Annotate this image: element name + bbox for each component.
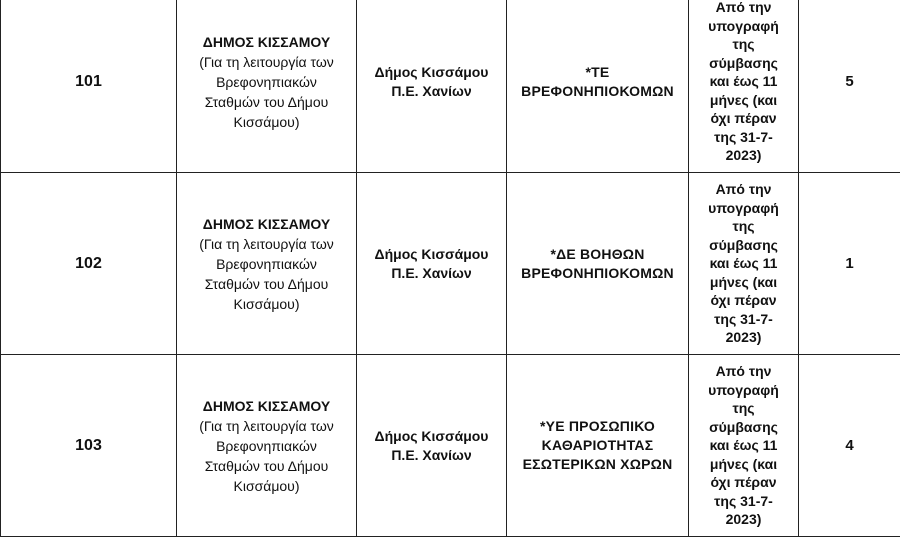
table-row <box>1 355 900 537</box>
place-cell <box>357 355 507 537</box>
specialty-line: *ΔΕ ΒΟΗΘΩΝ <box>507 245 688 264</box>
duration-line: της 31-7- <box>689 128 798 147</box>
body-name: ΔΗΜΟΣ ΚΙΣΣΑΜΟΥ <box>177 396 356 416</box>
duration-line: και έως 11 <box>689 254 798 273</box>
code-cell <box>1 355 177 537</box>
specialty-line: *ΤΕ <box>507 63 688 82</box>
duration-line: μήνες (και <box>689 91 798 110</box>
duration-cell <box>689 355 799 537</box>
duration-line: υπογραφή <box>689 381 798 400</box>
body-name: ΔΗΜΟΣ ΚΙΣΣΑΜΟΥ <box>177 214 356 234</box>
duration-line: σύμβασης <box>689 54 798 73</box>
body-note-line: Σταθμών του Δήμου <box>177 274 356 294</box>
body-note-line: Βρεφονηπιακών <box>177 72 356 92</box>
table-row <box>1 173 900 355</box>
body-note-line: (Για τη λειτουργία των <box>177 234 356 254</box>
duration-line: της 31-7- <box>689 492 798 511</box>
duration-line: υπογραφή <box>689 17 798 36</box>
position-code: 102 <box>75 255 102 272</box>
body-note-line: Βρεφονηπιακών <box>177 254 356 274</box>
duration-line: Από την <box>689 362 798 381</box>
body-note-line: Σταθμών του Δήμου <box>177 92 356 112</box>
body-note-line: (Για τη λειτουργία των <box>177 52 356 72</box>
position-code: 101 <box>75 73 102 90</box>
duration-line: μήνες (και <box>689 455 798 474</box>
specialty-cell <box>507 0 689 173</box>
duration-line: 2023) <box>689 146 798 165</box>
duration-line: όχι πέραν <box>689 109 798 128</box>
place-line: Δήμος Κισσάμου <box>357 245 506 264</box>
place-cell <box>357 173 507 355</box>
specialty-line: ΕΣΩΤΕΡΙΚΩΝ ΧΩΡΩΝ <box>507 455 688 474</box>
duration-line: της <box>689 35 798 54</box>
specialty-cell <box>507 173 689 355</box>
place-line: Π.Ε. Χανίων <box>357 82 506 101</box>
position-count: 1 <box>845 255 853 272</box>
specialty-cell <box>507 355 689 537</box>
duration-line: όχι πέραν <box>689 473 798 492</box>
duration-line: 2023) <box>689 510 798 529</box>
specialty-line: ΒΡΕΦΟΝΗΠΙΟΚΟΜΩΝ <box>507 264 688 283</box>
body-note-line: Βρεφονηπιακών <box>177 436 356 456</box>
place-cell <box>357 0 507 173</box>
duration-line: της <box>689 399 798 418</box>
code-cell <box>1 173 177 355</box>
specialty-line: ΚΑΘΑΡΙΟΤΗΤΑΣ <box>507 436 688 455</box>
duration-line: Από την <box>689 0 798 17</box>
count-cell <box>799 0 900 173</box>
position-code: 103 <box>75 437 102 454</box>
count-cell <box>799 173 900 355</box>
place-line: Π.Ε. Χανίων <box>357 264 506 283</box>
duration-line: 2023) <box>689 328 798 347</box>
duration-line: υπογραφή <box>689 199 798 218</box>
body-note-line: Κισσάμου) <box>177 112 356 132</box>
place-line: Δήμος Κισσάμου <box>357 427 506 446</box>
duration-cell <box>689 0 799 173</box>
specialty-line: *ΥΕ ΠΡΟΣΩΠΙΚΟ <box>507 417 688 436</box>
duration-line: Από την <box>689 180 798 199</box>
duration-line: μήνες (και <box>689 273 798 292</box>
body-note-line: Κισσάμου) <box>177 476 356 496</box>
duration-cell <box>689 173 799 355</box>
duration-line: σύμβασης <box>689 236 798 255</box>
body-note-line: Κισσάμου) <box>177 294 356 314</box>
duration-line: και έως 11 <box>689 72 798 91</box>
body-note-line: (Για τη λειτουργία των <box>177 416 356 436</box>
body-name: ΔΗΜΟΣ ΚΙΣΣΑΜΟΥ <box>177 32 356 52</box>
body-cell <box>177 355 357 537</box>
position-count: 5 <box>845 73 853 90</box>
duration-line: και έως 11 <box>689 436 798 455</box>
body-cell <box>177 173 357 355</box>
table-row <box>1 0 900 173</box>
duration-line: της <box>689 217 798 236</box>
duration-line: της 31-7- <box>689 310 798 329</box>
position-count: 4 <box>845 437 853 454</box>
body-cell <box>177 0 357 173</box>
place-line: Π.Ε. Χανίων <box>357 446 506 465</box>
duration-line: όχι πέραν <box>689 291 798 310</box>
duration-line: σύμβασης <box>689 418 798 437</box>
count-cell <box>799 355 900 537</box>
body-note-line: Σταθμών του Δήμου <box>177 456 356 476</box>
specialty-line: ΒΡΕΦΟΝΗΠΙΟΚΟΜΩΝ <box>507 82 688 101</box>
place-line: Δήμος Κισσάμου <box>357 63 506 82</box>
code-cell <box>1 0 177 173</box>
